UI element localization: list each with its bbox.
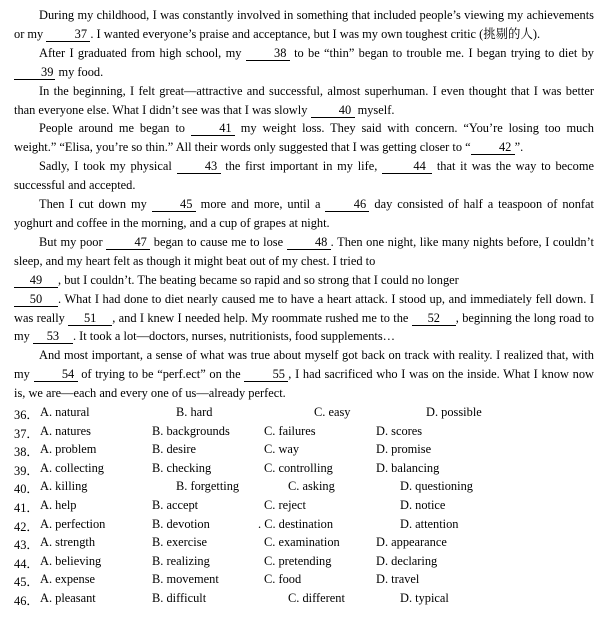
answer-options <box>14 405 594 610</box>
option-row-44: 44． A. believing B. realizing C. pretending D. declaring <box>14 553 438 571</box>
blank-49: 49 <box>14 273 58 288</box>
option-d: D. notice <box>400 497 446 512</box>
blank-55: 55 <box>244 367 288 382</box>
option-row-43: 43． A. strength B. exercise C. examination D. appearance <box>14 535 447 553</box>
blank-37: 37 <box>46 27 90 42</box>
blank-48: 48 <box>287 235 331 250</box>
option-b: B. difficult <box>152 590 207 605</box>
option-row-42: 42． A. perfection B. devotion . C. destination D. attention <box>14 516 459 534</box>
option-a: A. natural <box>40 405 90 419</box>
option-row-38: 38． A. problem B. desire C. way D. promise <box>14 442 432 460</box>
option-d: D. appearance <box>376 535 447 550</box>
paragraph-8: 49 , but I couldn’t. The beating became so rapid and so strong that I could no longer <box>14 271 594 290</box>
paragraph-7: But my poor 47 began to cause me to lose 48 . Then one night, like many nights before, I couldn’t sleep, and my heart felt as though it might beat out of my chest. I tried to <box>14 234 594 268</box>
option-row-45: 45． A. expense B. movement C. food D. travel <box>14 572 420 590</box>
option-b: B. hard <box>176 405 213 419</box>
option-c: C. reject <box>264 497 306 512</box>
option-row-37: 37． A. natures B. backgrounds C. failures D. scores <box>14 423 423 441</box>
option-row-41: 41． A. help B. accept C. reject D. notice <box>14 497 446 515</box>
option-row-46: 46． A. pleasant B. difficult C. different D. typical <box>14 590 449 608</box>
option-c: C. pretending <box>264 553 332 568</box>
option-b: B. accept <box>152 497 199 512</box>
blank-46: 46 <box>325 197 369 212</box>
paragraph-3: In the beginning, I felt great—attractive and successful, almost superhuman. I even thought that I was better than everyone else. What I didn’t see was that I was slowly 40 myself. <box>14 83 594 117</box>
blank-41: 41 <box>191 121 235 136</box>
paragraph-9: 50 . What I had done to diet nearly caused me to have a heart attack. I stood up, and immediately fell down. I was really 51 , and I knew I needed help. My roommate rushed me to the 52 , beginning the long road to my 53 . It took a lot—doctors, nurses, nutritionists, food supplements… <box>14 291 595 344</box>
option-b: B. checking <box>152 460 212 475</box>
blank-51: 51 <box>68 311 112 326</box>
option-a: A. expense <box>40 572 96 587</box>
option-c: C. easy <box>314 405 351 419</box>
option-b: B. realizing <box>152 553 210 568</box>
option-c: C. controlling <box>264 460 333 475</box>
option-row-36: 36． A. natural B. hard C. easy D. possible <box>14 405 482 422</box>
option-a: A. pleasant <box>40 590 96 605</box>
option-c: . C. destination <box>258 516 334 531</box>
option-b: B. exercise <box>152 535 208 550</box>
option-c: C. food <box>264 572 302 587</box>
blank-54: 54 <box>34 367 78 382</box>
option-d: D. balancing <box>376 460 440 475</box>
blank-52: 52 <box>412 311 456 326</box>
blank-43: 43 <box>177 159 221 174</box>
option-b: B. forgetting <box>176 479 240 494</box>
blank-42: 42 <box>471 140 515 155</box>
option-d: D. typical <box>400 590 449 605</box>
option-d: D. travel <box>376 572 420 587</box>
cloze-passage <box>14 6 594 403</box>
paragraph-4: People around me began to 41 my weight loss. They said with concern. “You’re losing too much weight.” “Elisa, you’re so thin.” All their words only suggested that I was getting closer to “ 42 ”. <box>14 121 595 155</box>
blank-53: 53 <box>33 329 73 344</box>
option-b: B. desire <box>152 442 197 457</box>
option-b: B. backgrounds <box>152 423 230 438</box>
blank-39: 39 <box>14 65 55 80</box>
option-a: A. problem <box>40 442 97 457</box>
option-d: D. declaring <box>376 553 438 568</box>
option-a: A. perfection <box>40 516 106 531</box>
blank-44: 44 <box>382 159 432 174</box>
option-d: D. possible <box>426 405 482 419</box>
option-a: A. killing <box>40 479 88 494</box>
option-b: B. devotion <box>152 516 210 531</box>
option-d: D. scores <box>376 423 423 438</box>
option-a: A. strength <box>40 535 96 550</box>
option-d: D. questioning <box>400 479 473 494</box>
paragraph-6: Then I cut down my 45 more and more, until a 46 day consisted of half a teaspoon of nonfat yoghurt and coffee in the morning, and a cup of grapes at night. <box>14 197 595 230</box>
blank-47: 47 <box>106 235 150 250</box>
paragraph-10: And most important, a sense of what was true about myself got back on track with reality. I realized that, with my 54 of trying to be “perf.ect” on the 55 , I had sacrificed who I was on the inside. What I know now is, we are—each and every one of us—already perfect. <box>14 348 595 401</box>
option-a: A. believing <box>40 553 102 568</box>
paragraph-2: After I graduated from high school, my 38 to be “thin” began to trouble me. I began trying to diet by 39 my food. <box>14 44 594 82</box>
blank-45: 45 <box>152 197 196 212</box>
blank-38: 38 <box>246 46 290 61</box>
option-c: C. different <box>288 590 345 605</box>
option-c: C. failures <box>264 423 316 438</box>
option-a: A. collecting <box>40 460 104 475</box>
option-d: D. promise <box>376 442 432 457</box>
option-row-39: 39． A. collecting B. checking C. controlling D. balancing <box>14 460 440 478</box>
paragraph-5: Sadly, I took my physical 43 the first important in my life, 44 that it was the way to become successful and accepted. <box>14 159 594 193</box>
paragraph-1: During my childhood, I was constantly involved in something that included people’s viewing my achievements or my 37 . I wanted everyone’s praise and acceptance, but I was my own toughest critic (挑剔的人). <box>14 8 594 41</box>
option-a: A. help <box>40 497 77 512</box>
blank-50: 50 <box>14 292 58 307</box>
option-c: C. way <box>264 442 300 457</box>
option-d: D. attention <box>400 516 459 531</box>
option-a: A. natures <box>40 423 91 438</box>
option-b: B. movement <box>152 572 219 587</box>
option-c: C. examination <box>264 535 340 550</box>
blank-40: 40 <box>311 103 355 118</box>
option-c: C. asking <box>288 479 335 494</box>
option-row-40: 40． A. killing B. forgetting C. asking D. questioning <box>14 479 473 497</box>
